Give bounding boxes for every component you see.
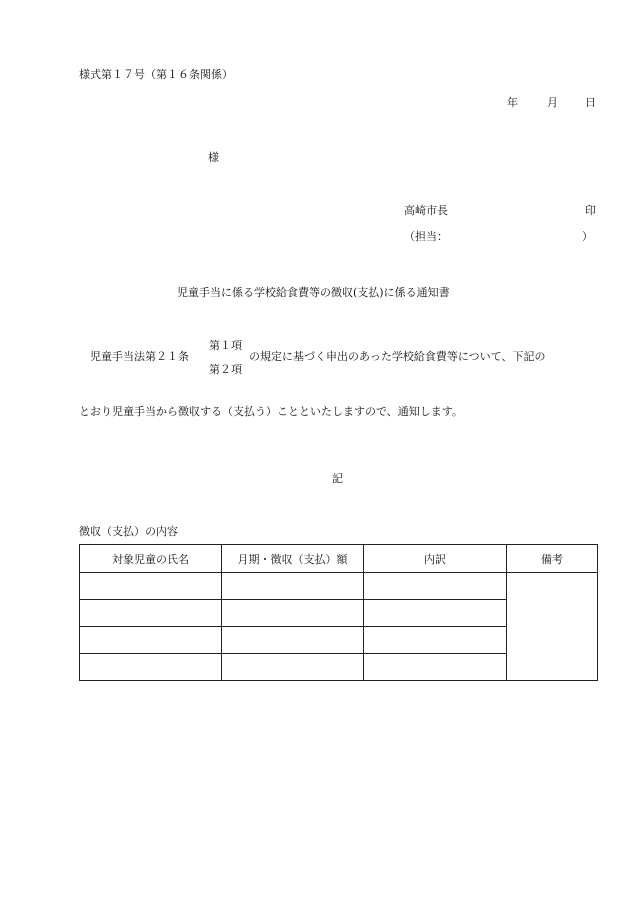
cell-breakdown [364, 654, 507, 681]
seal-mark: 印 [585, 204, 596, 217]
cell-child-name [80, 627, 222, 654]
header-breakdown: 内訳 [364, 545, 507, 573]
contact-person-label: （担当： [404, 230, 448, 243]
ki-heading: 記 [332, 472, 343, 485]
date-year-label: 年 [507, 96, 518, 109]
cell-breakdown [364, 573, 507, 600]
header-child-name: 対象児童の氏名 [80, 545, 222, 573]
cell-breakdown [364, 600, 507, 627]
clause-item-1: 第１項 [209, 339, 242, 352]
law-reference: 児童手当法第２１条 [90, 350, 189, 363]
table-row [80, 573, 598, 600]
clause-item-2: 第２項 [209, 363, 242, 376]
cell-breakdown [364, 627, 507, 654]
form-number: 様式第１７号（第１６条関係） [79, 68, 233, 81]
date-month-label: 月 [547, 96, 558, 109]
recipient-honorific: 様 [208, 151, 219, 164]
date-day-label: 日 [585, 96, 596, 109]
body-text-line-2: とおり児童手当から徴収する（支払う）ことといたしますので、通知します。 [79, 405, 463, 418]
table-caption: 徴収（支払）の内容 [79, 525, 178, 538]
cell-amount [222, 627, 364, 654]
cell-amount [222, 600, 364, 627]
cell-amount [222, 654, 364, 681]
table-header-row [80, 545, 598, 573]
cell-child-name [80, 573, 222, 600]
body-text-line-1: の規定に基づく申出のあった学校給食費等について、下記の [249, 350, 546, 363]
cell-amount [222, 573, 364, 600]
header-remarks: 備考 [507, 545, 598, 573]
header-amount: 月期・徴収（支払）額 [222, 545, 364, 573]
cell-child-name [80, 600, 222, 627]
collection-content-table [79, 544, 598, 681]
contact-person-close: ） [582, 230, 593, 243]
cell-remarks [507, 573, 598, 681]
document-title: 児童手当に係る学校給食費等の徴収(支払)に係る通知書 [177, 286, 450, 299]
issuer-name: 高崎市長 [404, 204, 448, 217]
cell-child-name [80, 654, 222, 681]
